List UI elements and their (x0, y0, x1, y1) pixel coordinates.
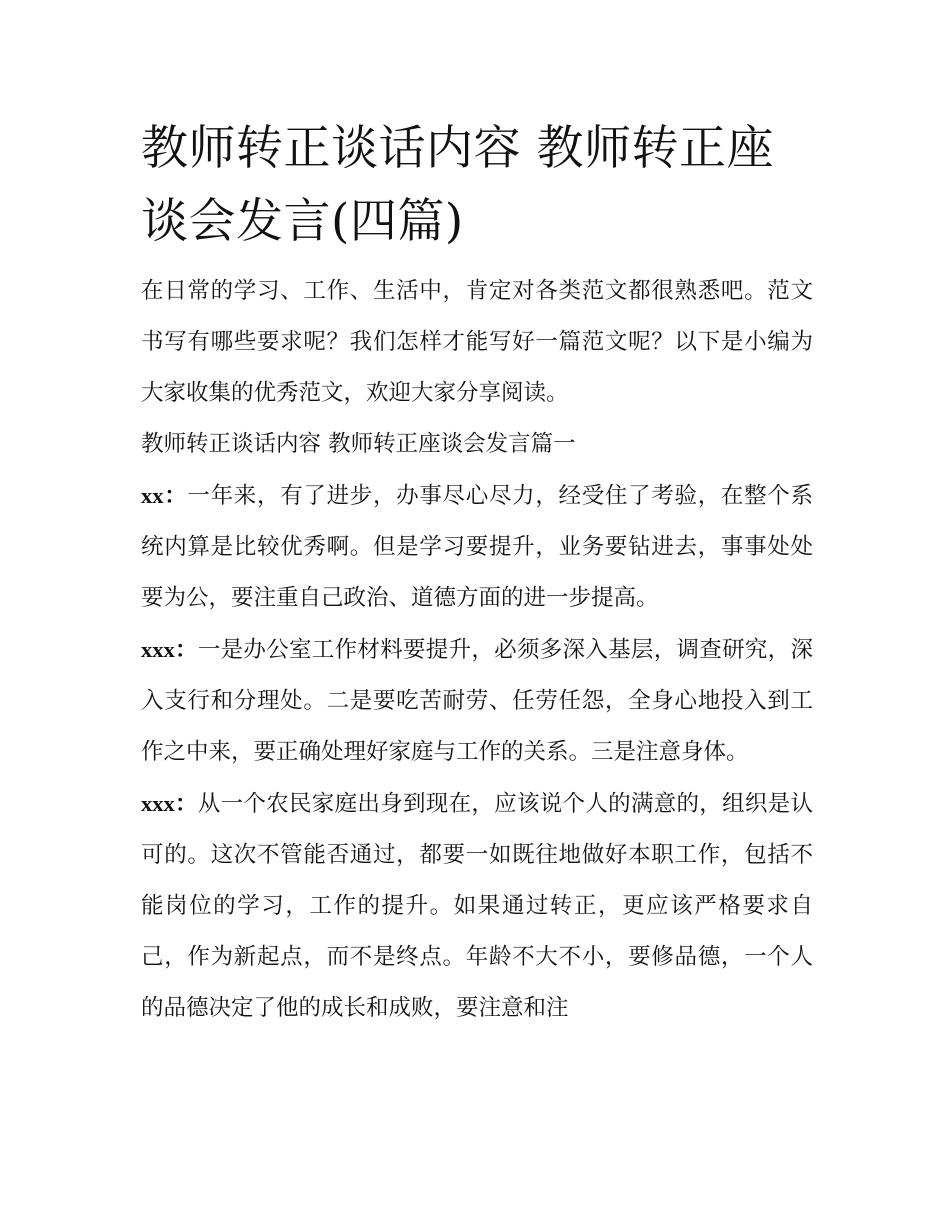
statement-paragraph (141, 778, 813, 1034)
intro-paragraph: 在日常的学习、工作、生活中，肯定对各类范文都很熟悉吧。范文书写有哪些要求呢？我们怎样才能写好一篇范文呢？以下是小编为大家收集的优秀范文，欢迎大家分享阅读。 (141, 278, 813, 406)
statement-paragraph (141, 470, 813, 624)
document-body (141, 266, 813, 1034)
statement-paragraph (141, 624, 813, 778)
statement-text: 一年来，有了进步，办事尽心尽力，经受住了考验，在整个系统内算是比较优秀啊。但是学习要提升，业务要钻进去，事事处处要为公，要注重自己政治、道德方面的进一步提高。 (141, 483, 813, 611)
speaker-label: xxx： (141, 791, 198, 816)
document-page (141, 112, 813, 1034)
statement-text: 从一个农民家庭出身到现在，应该说个人的满意的，组织是认可的。这次不管能否通过，都要一如既往地做好本职工作，包括不能岗位的学习，工作的提升。如果通过转正，更应该严格要求自己，作为新起点，而不是终点。年龄不大不小，要修品德，一个人的品德决定了他的成长和成败，要注意和注 (141, 791, 813, 1021)
section-heading: 教师转正谈话内容 教师转正座谈会发言篇一 (141, 431, 576, 457)
statement-text: 一是办公室工作材料要提升，必须多深入基层，调查研究，深入支行和分理处。二是要吃苦耐劳、任劳任怨，全身心地投入到工作之中来，要正确处理好家庭与工作的关系。三是注意身体。 (141, 637, 813, 765)
speaker-label: xxx： (141, 637, 198, 662)
document-title: 教师转正谈话内容 教师转正座谈会发言(四篇) (141, 121, 774, 249)
speaker-label: xx： (141, 483, 188, 508)
